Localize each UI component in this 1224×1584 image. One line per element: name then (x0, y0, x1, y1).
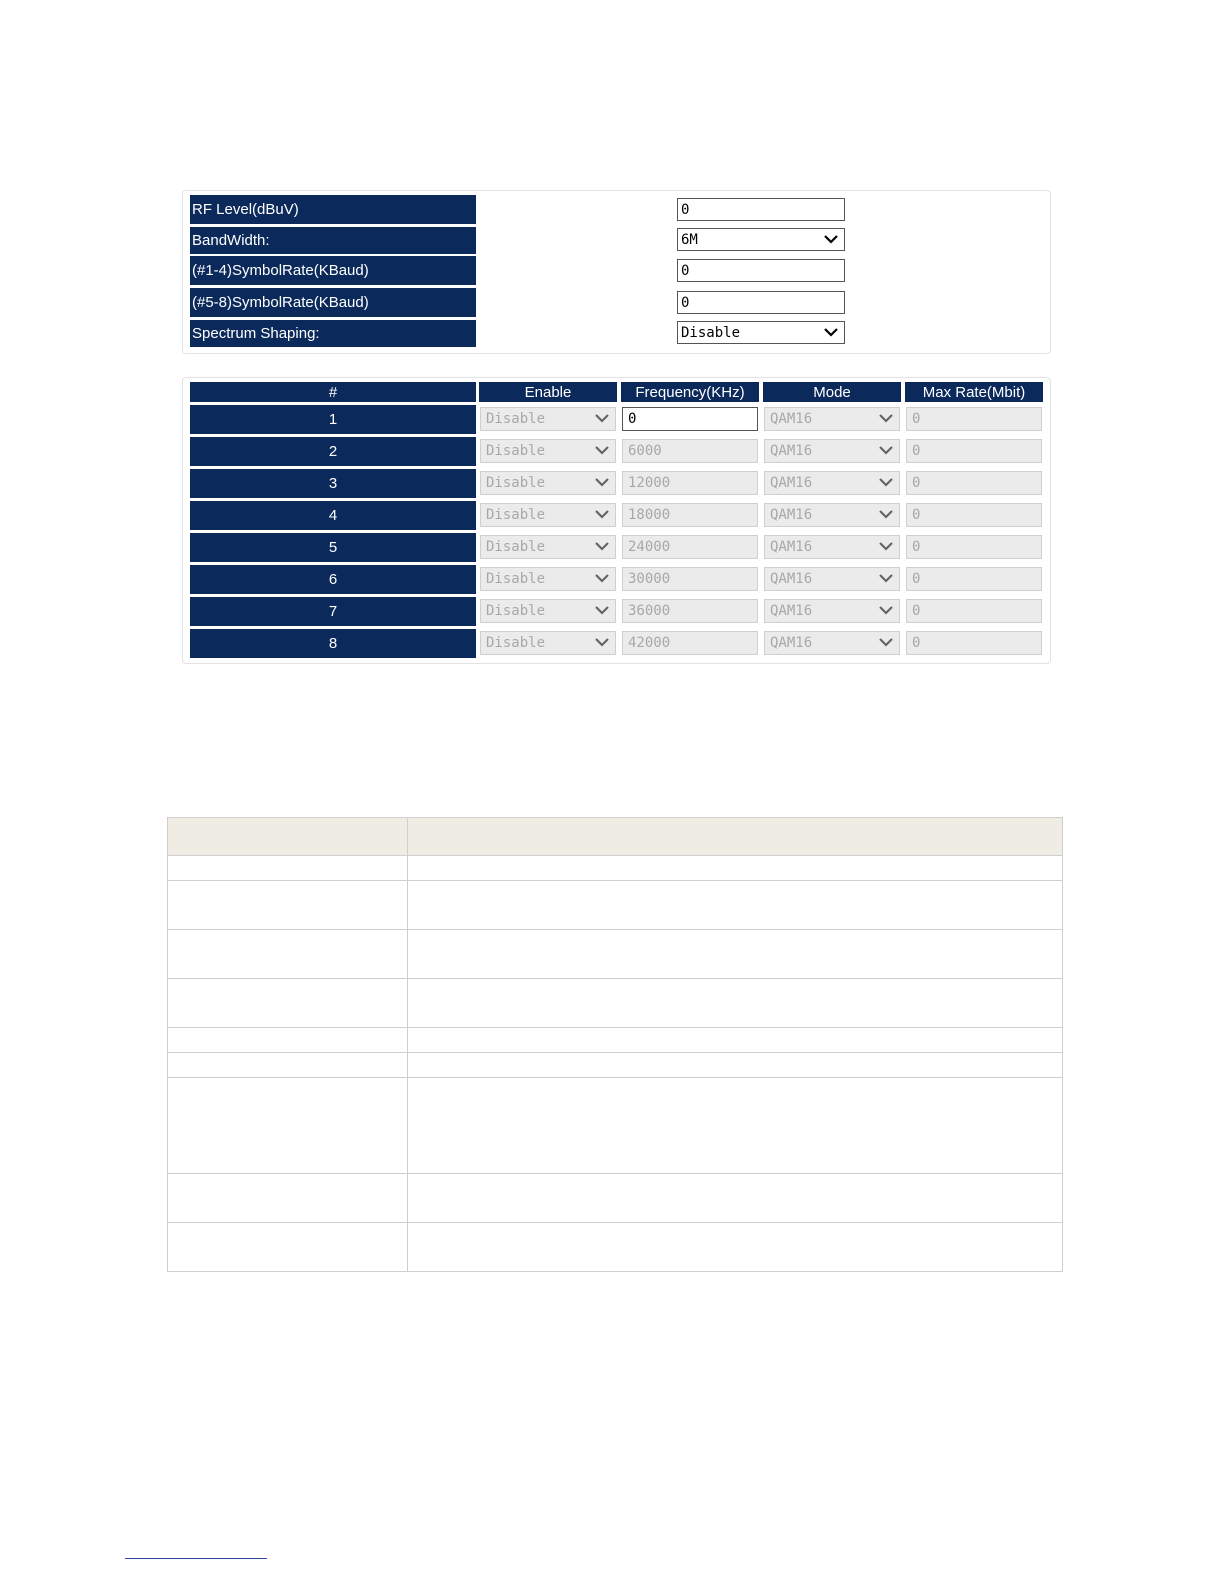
table-row (168, 930, 1063, 979)
channel-max-rate-input[interactable]: 0 (906, 535, 1042, 559)
spectrum-shaping-select[interactable] (677, 321, 845, 344)
chevron-down-icon (879, 637, 893, 647)
channel-enable-select[interactable] (480, 407, 616, 431)
chevron-down-icon (595, 573, 609, 583)
chevron-down-icon (879, 573, 893, 583)
channel-max-rate-input[interactable]: 0 (906, 439, 1042, 463)
channel-mode-value: QAM16 (770, 539, 813, 555)
chevron-down-icon (595, 509, 609, 519)
channel-enable-select[interactable] (480, 631, 616, 655)
channel-mode-value: QAM16 (770, 411, 813, 427)
channel-mode-select[interactable] (764, 599, 900, 623)
channel-mode-select[interactable] (764, 439, 900, 463)
channel-mode-select[interactable] (764, 535, 900, 559)
channel-mode-select[interactable] (764, 503, 900, 527)
chevron-down-icon (879, 605, 893, 615)
symbol-rate-1-4-label: (#1-4)SymbolRate(KBaud) (190, 256, 476, 285)
channel-enable-select[interactable] (480, 599, 616, 623)
channel-max-rate-input[interactable]: 0 (906, 567, 1042, 591)
channel-enable-value: Disable (486, 411, 546, 427)
channel-mode-value: QAM16 (770, 507, 813, 523)
chevron-down-icon (824, 234, 838, 244)
channel-table-panel (182, 377, 1051, 664)
channel-frequency-input[interactable]: 0 (622, 407, 758, 431)
table-row (168, 881, 1063, 930)
spectrum-shaping-value: Disable (681, 324, 741, 341)
chevron-down-icon (595, 605, 609, 615)
table-row (168, 1028, 1063, 1053)
channel-max-rate-input[interactable]: 0 (906, 599, 1042, 623)
channel-enable-select[interactable] (480, 439, 616, 463)
channel-frequency-input[interactable]: 24000 (622, 535, 758, 559)
chevron-down-icon (595, 541, 609, 551)
channel-mode-select[interactable] (764, 567, 900, 591)
channel-enable-value: Disable (486, 475, 546, 491)
channel-frequency-input[interactable]: 36000 (622, 599, 758, 623)
channel-number: 7 (190, 597, 476, 626)
channel-mode-value: QAM16 (770, 635, 813, 651)
bandwidth-select[interactable] (677, 228, 845, 251)
channel-number: 4 (190, 501, 476, 530)
table-row (168, 1078, 1063, 1174)
spectrum-shaping-label: Spectrum Shaping: (190, 320, 476, 347)
channel-max-rate-input[interactable]: 0 (906, 407, 1042, 431)
chevron-down-icon (595, 637, 609, 647)
channel-enable-value: Disable (486, 443, 546, 459)
chevron-down-icon (879, 413, 893, 423)
channel-enable-select[interactable] (480, 567, 616, 591)
chevron-down-icon (595, 445, 609, 455)
channel-number: 5 (190, 533, 476, 562)
chevron-down-icon (879, 509, 893, 519)
channel-enable-value: Disable (486, 635, 546, 651)
channel-max-rate-input[interactable]: 0 (906, 631, 1042, 655)
description-table (167, 817, 1063, 1272)
channel-enable-select[interactable] (480, 471, 616, 495)
table-row (168, 856, 1063, 881)
chevron-down-icon (879, 445, 893, 455)
channel-enable-value: Disable (486, 507, 546, 523)
table-row (168, 1174, 1063, 1223)
channel-enable-value: Disable (486, 539, 546, 555)
bandwidth-label: BandWidth: (190, 227, 476, 254)
channel-number: 3 (190, 469, 476, 498)
channel-frequency-input[interactable]: 18000 (622, 503, 758, 527)
channel-max-rate-input[interactable]: 0 (906, 503, 1042, 527)
channel-enable-value: Disable (486, 571, 546, 587)
footnote-separator (125, 1558, 267, 1559)
channel-frequency-input[interactable]: 6000 (622, 439, 758, 463)
rf-settings-panel (182, 190, 1051, 354)
channel-mode-select[interactable] (764, 407, 900, 431)
bandwidth-value: 6M (681, 231, 698, 248)
channel-enable-select[interactable] (480, 535, 616, 559)
channel-number: 6 (190, 565, 476, 594)
table-row (168, 1053, 1063, 1078)
rf-level-label: RF Level(dBuV) (190, 195, 476, 224)
channel-number: 2 (190, 437, 476, 466)
symbol-rate-1-4-input[interactable]: 0 (677, 259, 845, 282)
table-header-row (168, 818, 1063, 856)
channel-mode-value: QAM16 (770, 603, 813, 619)
chevron-down-icon (879, 477, 893, 487)
chevron-down-icon (595, 413, 609, 423)
channel-mode-value: QAM16 (770, 475, 813, 491)
symbol-rate-5-8-input[interactable]: 0 (677, 291, 845, 314)
channel-frequency-input[interactable]: 42000 (622, 631, 758, 655)
channel-enable-select[interactable] (480, 503, 616, 527)
header-number: # (190, 382, 476, 402)
channel-number: 8 (190, 629, 476, 658)
header-mode: Mode (763, 382, 901, 402)
header-max-rate: Max Rate(Mbit) (905, 382, 1043, 402)
table-row (168, 979, 1063, 1028)
channel-mode-select[interactable] (764, 471, 900, 495)
channel-frequency-input[interactable]: 30000 (622, 567, 758, 591)
channel-mode-select[interactable] (764, 631, 900, 655)
channel-max-rate-input[interactable]: 0 (906, 471, 1042, 495)
chevron-down-icon (595, 477, 609, 487)
rf-level-input[interactable]: 0 (677, 198, 845, 221)
symbol-rate-5-8-label: (#5-8)SymbolRate(KBaud) (190, 288, 476, 317)
table-row (168, 1223, 1063, 1272)
header-enable: Enable (479, 382, 617, 402)
channel-enable-value: Disable (486, 603, 546, 619)
channel-mode-value: QAM16 (770, 443, 813, 459)
channel-number: 1 (190, 405, 476, 434)
chevron-down-icon (879, 541, 893, 551)
channel-mode-value: QAM16 (770, 571, 813, 587)
header-frequency: Frequency(KHz) (621, 382, 759, 402)
chevron-down-icon (824, 327, 838, 337)
channel-frequency-input[interactable]: 12000 (622, 471, 758, 495)
